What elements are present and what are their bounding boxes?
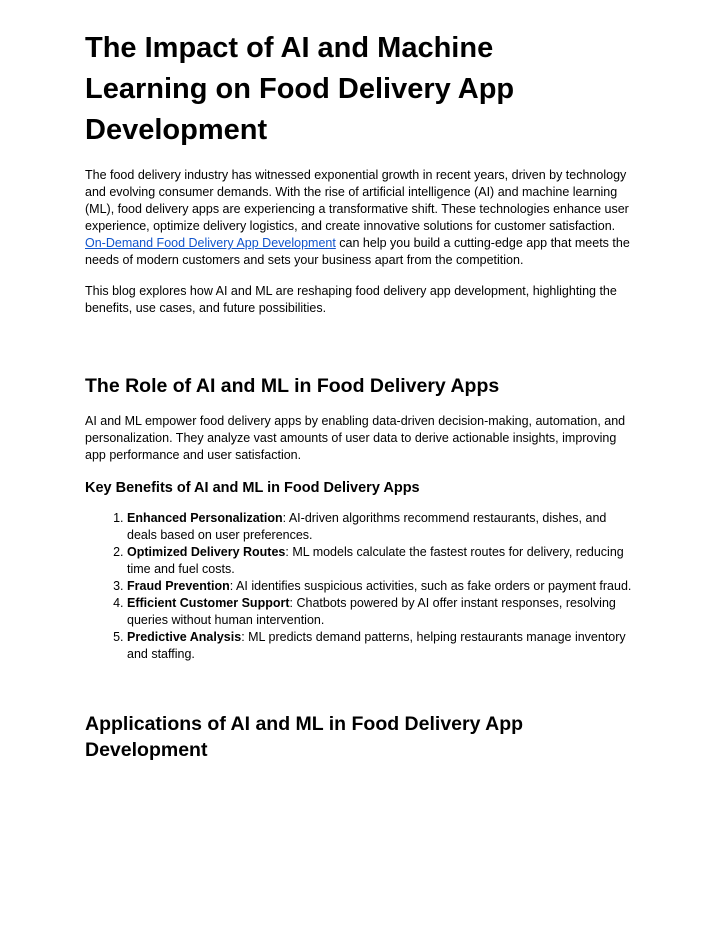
benefit-term: Efficient Customer Support [127,596,290,610]
spacer [85,663,635,711]
intro-text-before-link: The food delivery industry has witnessed exponential growth in recent years, driven by technology and evolving consumer demands. With the rise of artificial intelligence (AI) and machine learning (ML), food delivery apps are experiencing a transformative shift. These technologies enhance user experience, optimize delivery logistics, and create innovative solutions for customer satisfaction. [85,168,629,233]
intro-paragraph [85,167,635,269]
benefit-term: Enhanced Personalization [127,511,283,525]
list-item [127,595,635,629]
list-item [127,544,635,578]
benefit-term: Optimized Delivery Routes [127,545,286,559]
benefit-description: : Chatbots powered by AI offer instant responses, resolving queries without human intervention. [127,596,616,627]
benefit-description: : ML predicts demand patterns, helping restaurants manage inventory and staffing. [127,630,626,661]
benefit-description: : AI identifies suspicious activities, such as fake orders or payment fraud. [229,579,632,593]
page-title: The Impact of AI and Machine Learning on Food Delivery App Development [85,32,515,146]
section-role-paragraph: AI and ML empower food delivery apps by enabling data-driven decision-making, automation, and personalization. They analyze vast amounts of user data to derive actionable insights, improving app performance and user satisfaction. [85,414,626,462]
benefit-description: : AI-driven algorithms recommend restaurants, dishes, and deals based on user preferences. [127,511,607,542]
section-heading-applications: Applications of AI and ML in Food Delivery App Development [85,713,524,761]
benefit-description: : ML models calculate the fastest routes for delivery, reducing time and fuel costs. [127,545,624,576]
benefit-term: Predictive Analysis [127,630,242,644]
subsection-heading-benefits: Key Benefits of AI and ML in Food Delivery Apps [85,480,420,496]
list-item [127,629,635,663]
on-demand-food-delivery-link[interactable]: On-Demand Food Delivery App Development [85,236,336,250]
list-item [127,578,635,595]
intro-text-after-link: can help you build a cutting-edge app that meets the needs of modern customers and sets your business apart from the competition. [85,236,630,267]
list-item [127,510,635,544]
section-heading-role: The Role of AI and ML in Food Delivery Apps [85,375,500,397]
spacer [85,331,635,373]
benefit-term: Fraud Prevention [127,579,230,593]
benefits-list [85,510,635,663]
intro-paragraph-2: This blog explores how AI and ML are reshaping food delivery app development, highlighting the benefits, use cases, and future possibilities. [85,284,617,315]
